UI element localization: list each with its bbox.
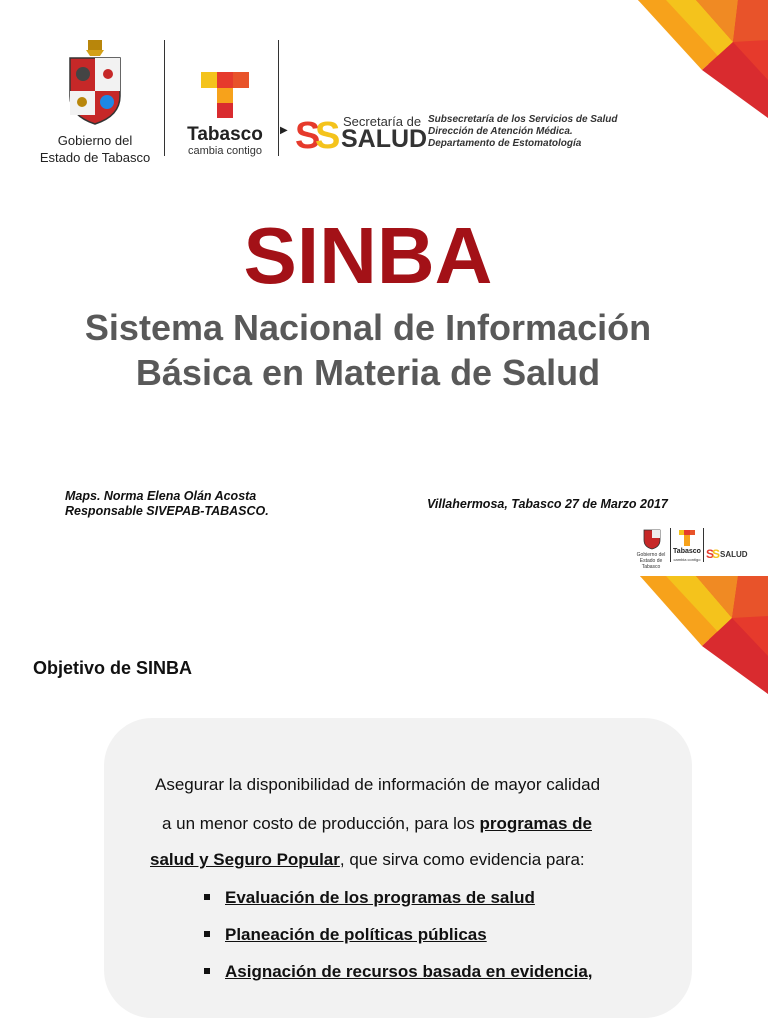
department-line: Departamento de Estomatología [428,138,582,149]
mini-divider [670,528,671,562]
logo-divider [164,40,165,156]
department-line: Subsecretaría de los Servicios de Salud [428,114,618,125]
mini-tabasco-t-icon [679,530,695,546]
objective-title: Objetivo de SINBA [33,658,193,678]
mini-tabasco-tagline: cambia contigo [673,557,701,562]
subtitle [0,305,736,395]
mini-ss-letter: S [706,547,715,560]
tabasco-logo [175,70,275,157]
corner-decoration [640,576,768,694]
author [65,489,269,519]
gov-logo-line1: Gobierno del [57,133,133,148]
paragraph-line: Asegurar la disponibilidad de información de mayor calidad [155,775,601,794]
gov-logo [30,38,160,165]
ss-letter: S [315,115,341,156]
tabasco-name: Tabasco [187,124,263,145]
logo-divider [278,40,279,156]
department-lines [428,114,618,150]
paragraph-text: , que sirva como evidencia para: [339,850,585,869]
objective-box [104,718,692,1018]
programs-highlight: programas de [479,814,592,833]
objective-slide [0,520,768,1024]
tabasco-tagline: cambia contigo [188,145,262,157]
mini-ss-icon [706,546,720,560]
place-date: Villahermosa, Tabasco 27 de Marzo 2017 [427,497,668,511]
salud-word: SALUD [341,125,428,153]
salud-secretaria: Secretaría de [343,114,422,129]
department-line: Dirección de Atención Médica. [428,126,573,137]
main-title: SINBA [243,211,493,300]
corner-decoration [638,0,768,118]
salud-logo [295,110,428,156]
author-name: Maps. Norma Elena Olán Acosta [65,489,257,503]
mini-ss-letter: S [712,547,720,560]
bullet-text: Evaluación de los programas de salud [225,888,535,907]
mini-divider [703,528,704,562]
bullet-square-icon [204,894,210,900]
arrow-right-icon: ▶ [280,125,288,136]
mini-salud-text: SALUD [720,550,748,559]
paragraph-text: a un menor costo de producción, para los [162,814,480,833]
ss-letter: S [295,115,321,156]
paragraph-line [150,850,585,870]
mini-tabasco-name: Tabasco [673,548,701,555]
author-role: Responsable SIVEPAB-TABASCO. [65,504,269,518]
subtitle-line: Básica en Materia de Salud [135,352,601,393]
bullet-square-icon [204,931,210,937]
ss-salud-icon [295,112,341,156]
bullet-text: Planeación de políticas públicas [225,925,487,944]
paragraph-line [162,814,592,834]
bullet-square-icon [204,968,210,974]
gov-logo-line2: Estado de Tabasco [39,150,151,165]
coat-of-arms-icon [64,38,126,126]
tabasco-t-icon [199,70,251,120]
bullet-text: Asignación de recursos basada en evidencia, [225,962,593,981]
logo-bar [30,30,630,165]
mini-logo-bar [632,524,748,570]
programs-highlight: salud y Seguro Popular [150,850,340,869]
mini-coat-of-arms-icon [642,526,662,550]
mini-gov-text: Gobierno del Estado de Tabasco [636,552,666,570]
subtitle-line: Sistema Nacional de Información [84,307,652,348]
